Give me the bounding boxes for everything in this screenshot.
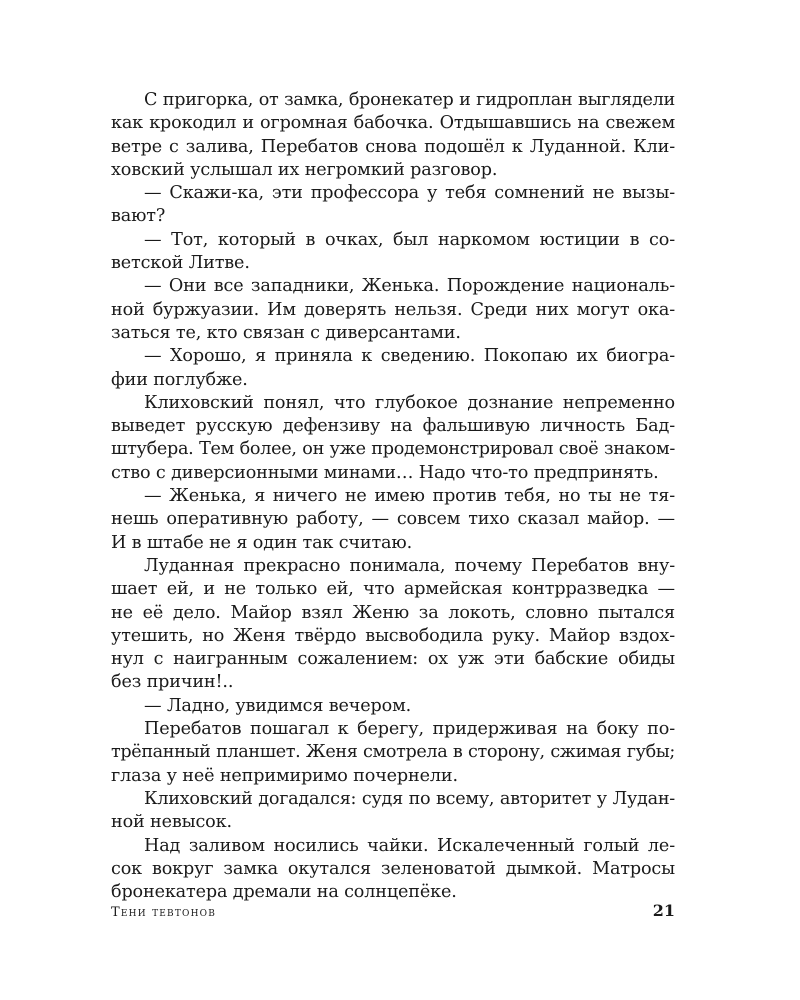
text-line: шает ей, и не только ей, что армейская контрразведка — [111, 579, 675, 600]
text-line: ной буржуазии. Им доверять нельзя. Среди них могут ока- [111, 299, 675, 320]
text-line: не её дело. Майор взял Женю за локоть, словно пытался [111, 602, 675, 623]
text-line: заться те, кто связан с диверсантами. [111, 322, 461, 343]
text-line: — Хорошо, я приняла к сведению. Покопаю их биогра- [144, 346, 675, 367]
text-line: трёпанный планшет. Женя смотрела в сторону, сжимая губы; [111, 742, 675, 763]
text-line: Клиховский догадался: судя по всему, авторитет у Лудан- [144, 788, 675, 809]
text-line: Перебатов пошагал к берегу, придерживая на боку по- [144, 719, 675, 740]
text-line: ство с диверсионными минами… Надо что-то предпринять. [111, 462, 659, 483]
text-line: без причин!.. [111, 672, 234, 693]
running-title: Тени тевтонов [111, 905, 217, 920]
text-line: нешь оперативную работу, — совсем тихо сказал майор. — [111, 509, 675, 530]
text-line: нул с наигранным сожалением: ох уж эти бабские обиды [111, 649, 675, 670]
text-line: — Скажи-ка, эти профессора у тебя сомнений не вызы- [144, 183, 675, 204]
text-line: выведет русскую дефензиву на фальшивую личность Бад- [111, 416, 675, 437]
text-line: утешить, но Женя твёрдо высвободила руку. Майор вздох- [111, 625, 675, 646]
page-number: 21 [652, 901, 675, 920]
text-line: штубера. Тем более, он уже продемонстрировал своё знаком- [111, 439, 675, 460]
text-line: ной невысок. [111, 812, 232, 833]
text-line: вают? [111, 206, 166, 227]
text-line: глаза у неё непримиримо почернели. [111, 765, 458, 786]
text-line: ветре с залива, Перебатов снова подошёл к Луданной. Кли- [111, 136, 675, 157]
text-line: бронекатера дремали на солнцепёке. [111, 882, 457, 903]
text-line: — Тот, который в очках, был наркомом юстиции в со- [144, 229, 675, 250]
body-text [111, 89, 675, 904]
page-footer [111, 901, 675, 925]
text-line: сок вокруг замка окутался зеленоватой дымкой. Матросы [111, 858, 675, 879]
text-line: Клиховский понял, что глубокое дознание непременно [144, 392, 675, 413]
text-line: ховский услышал их негромкий разговор. [111, 159, 498, 180]
text-line: ветской Литве. [111, 253, 250, 274]
text-line: Над заливом носились чайки. Искалеченный голый ле- [144, 835, 675, 856]
text-line: Луданная прекрасно понимала, почему Перебатов вну- [144, 555, 675, 576]
text-line: С пригорка, от замка, бронекатер и гидроплан выглядели [144, 90, 675, 110]
text-line: — Женька, я ничего не имею против тебя, но ты не тя- [144, 486, 675, 507]
text-line: И в штабе не я один так считаю. [111, 532, 413, 553]
text-line: фии поглубже. [111, 369, 248, 390]
text-line: как крокодил и огромная бабочка. Отдышавшись на свежем [111, 113, 675, 134]
text-line: — Ладно, увидимся вечером. [144, 695, 412, 716]
text-line: — Они все западники, Женька. Порождение националь- [144, 276, 675, 297]
